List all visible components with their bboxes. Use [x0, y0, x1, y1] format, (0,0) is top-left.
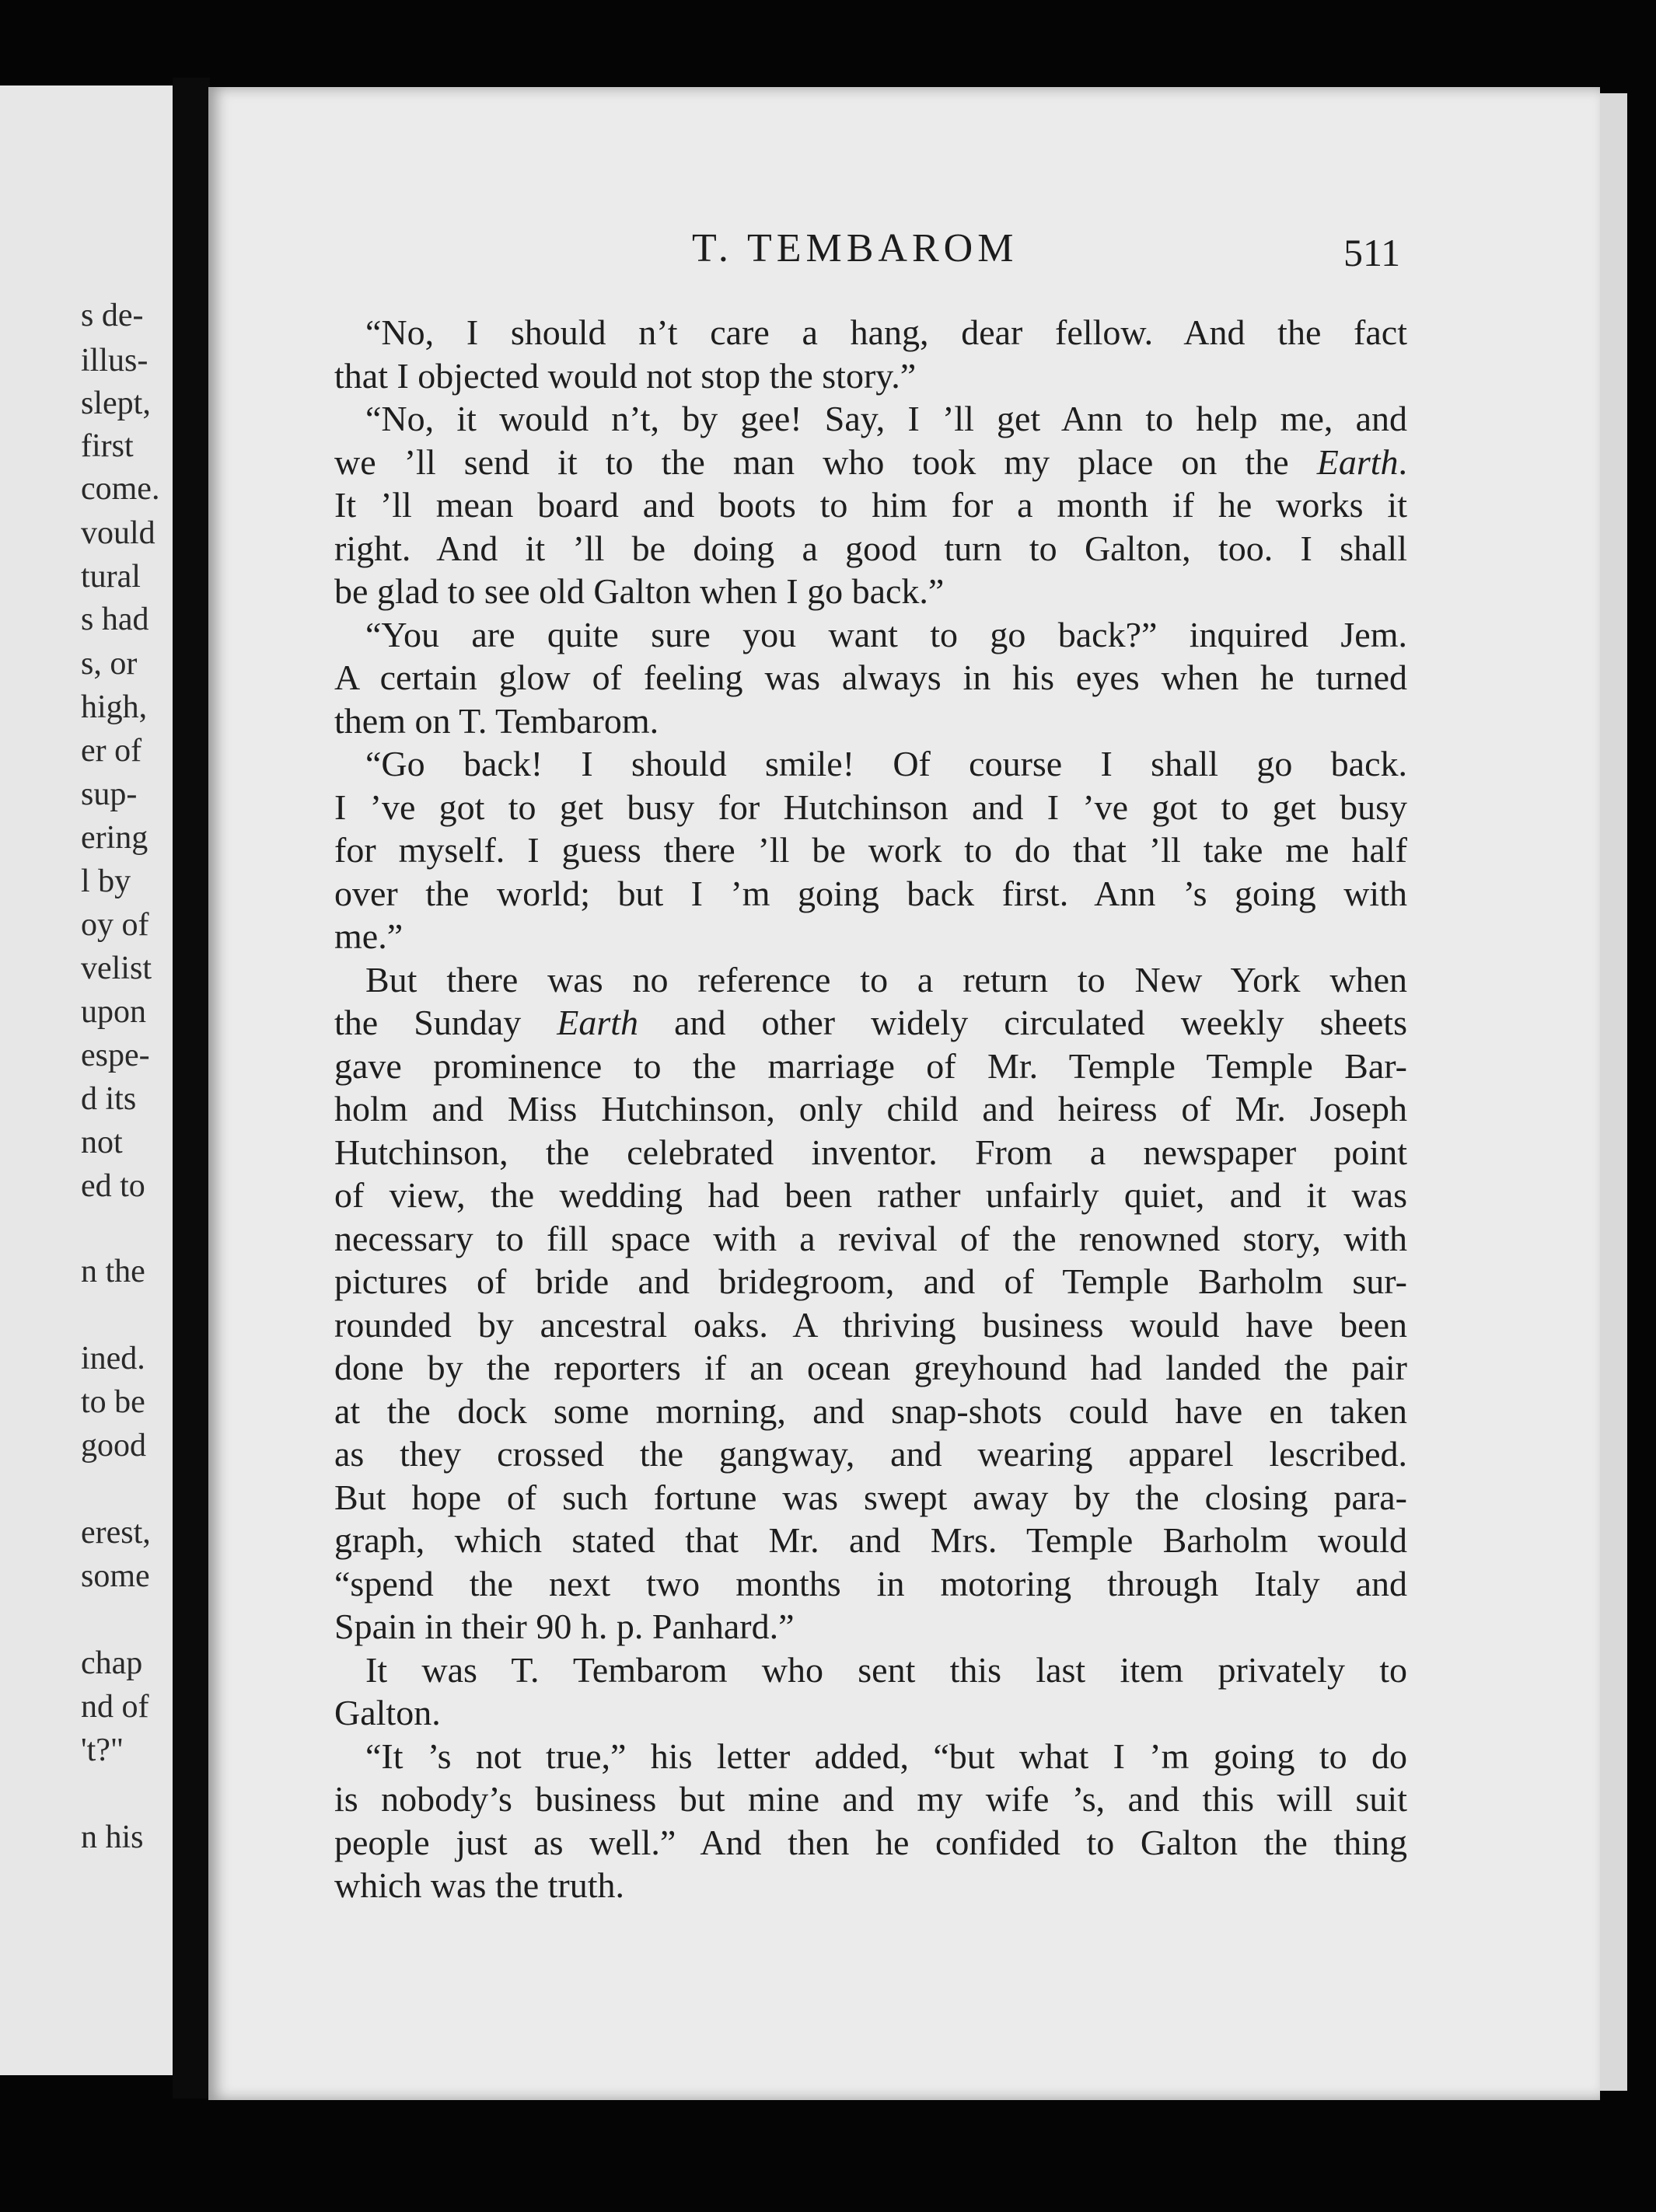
text-line: right. And it ’ll be doing a good turn to Galton, too. I shall: [334, 528, 1407, 568]
left-page-line: first: [81, 428, 134, 464]
text-line: the Sunday Earth and other widely circulated weekly sheets: [334, 1003, 1407, 1042]
text-line: “It ’s not true,” his letter added, “but what I ’m going to do: [365, 1736, 1407, 1776]
text-line: at the dock some morning, and snap-shots could have en taken: [334, 1390, 1407, 1431]
left-page-line: high,: [81, 689, 148, 725]
text-line: Hutchinson, the celebrated inventor. From a newspaper point: [334, 1132, 1407, 1172]
left-page-line: 't?": [81, 1732, 124, 1768]
left-page-line: l by: [81, 864, 131, 899]
text-line: It ’ll mean board and boots to him for a month if he works it: [334, 485, 1407, 525]
text-line: me.”: [334, 916, 404, 956]
text-line: A certain glow of feeling was always in his eyes when he turned: [334, 658, 1407, 697]
left-page-line: good: [81, 1428, 146, 1464]
left-page-line: to be: [81, 1384, 145, 1420]
left-page-line: s had: [81, 602, 149, 637]
text-line: “spend the next two months in motoring through Italy and: [334, 1563, 1407, 1603]
left-page-line: n his: [81, 1819, 144, 1855]
text-line: we ’ll send it to the man who took my place on the Earth.: [334, 441, 1407, 482]
left-page-line: some: [81, 1558, 150, 1594]
previous-page: [0, 85, 173, 2075]
text-line: for myself. I guess there ’ll be work to do that ’ll take me half: [334, 830, 1407, 870]
text-line: graph, which stated that Mr. and Mrs. Temple Barholm would: [334, 1520, 1407, 1560]
text-line: that I objected would not stop the story.”: [334, 355, 917, 396]
left-page-line: ed to: [81, 1168, 145, 1204]
text-line: It was T. Tembarom who sent this last item privately to: [365, 1649, 1407, 1690]
left-page-line: espe-: [81, 1038, 150, 1073]
text-line: as they crossed the gangway, and wearing apparel lescribed.: [334, 1434, 1407, 1474]
left-page-line: upon: [81, 994, 146, 1030]
text-line: “You are quite sure you want to go back?” inquired Jem.: [365, 614, 1407, 654]
left-page-line: er of: [81, 733, 142, 769]
left-page-line: tural: [81, 559, 141, 595]
text-line: over the world; but I ’m going back first. Ann ’s going with: [334, 873, 1407, 913]
left-page-line: velist: [81, 951, 152, 986]
text-line: rounded by ancestral oaks. A thriving business would have been: [334, 1304, 1407, 1345]
left-page-line: sup-: [81, 776, 138, 812]
running-head: T. TEMBAROM: [692, 226, 1018, 270]
left-page-line: nd of: [81, 1689, 149, 1725]
text-line: “No, I should n’t care a hang, dear fellow. And the fact: [365, 312, 1407, 352]
left-page-line: oy of: [81, 907, 149, 943]
text-line: “No, it would n’t, by gee! Say, I ’ll get Ann to help me, and: [365, 399, 1407, 438]
left-page-line: erest,: [81, 1515, 151, 1551]
left-page-line: s, or: [81, 646, 138, 682]
left-page-line: come.: [81, 471, 160, 507]
text-line: be glad to see old Galton when I go back.”: [334, 571, 945, 611]
text-line: of view, the wedding had been rather unfairly quiet, and it was: [334, 1175, 1407, 1215]
text-line: holm and Miss Hutchinson, only child and heiress of Mr. Joseph: [334, 1089, 1407, 1129]
text-line: But hope of such fortune was swept away by the closing para-: [334, 1477, 1407, 1517]
left-page-line: not: [81, 1125, 123, 1160]
text-line: is nobody’s business but mine and my wife ’s, and this will suit: [334, 1779, 1407, 1819]
left-page-line: n the: [81, 1254, 145, 1289]
text-line: gave prominence to the marriage of Mr. Temple Temple Bar-: [334, 1045, 1407, 1086]
text-line: Galton.: [334, 1693, 441, 1732]
left-page-line: illus-: [81, 343, 148, 379]
text-line: “Go back! I should smile! Of course I shall go back.: [365, 744, 1407, 783]
text-line: people just as well.” And then he confided to Galton the thing: [334, 1822, 1407, 1862]
left-page-line: vould: [81, 515, 155, 551]
book-gutter: [173, 78, 210, 2099]
text-line: pictures of bride and bridegroom, and of Temple Barholm sur-: [334, 1261, 1407, 1301]
text-line: necessary to fill space with a revival of the renowned story, with: [334, 1218, 1407, 1258]
left-page-line: ering: [81, 820, 148, 856]
left-page-line: d its: [81, 1081, 137, 1117]
text-line: Spain in their 90 h. p. Panhard.”: [334, 1607, 795, 1646]
text-line: But there was no reference to a return to New York when: [365, 959, 1407, 1000]
text-line: done by the reporters if an ocean greyhound had landed the pair: [334, 1348, 1407, 1387]
page-number: 511: [1343, 231, 1401, 274]
text-line: which was the truth.: [334, 1865, 625, 1905]
text-line: them on T. Tembarom.: [334, 700, 659, 741]
body-text: [334, 311, 1407, 1907]
left-page-line: s de-: [81, 298, 144, 333]
text-line: I ’ve got to get busy for Hutchinson and I ’ve got to get busy: [334, 787, 1407, 827]
left-page-line: ined.: [81, 1341, 145, 1376]
left-page-line: chap: [81, 1645, 143, 1681]
left-page-line: slept,: [81, 386, 151, 421]
